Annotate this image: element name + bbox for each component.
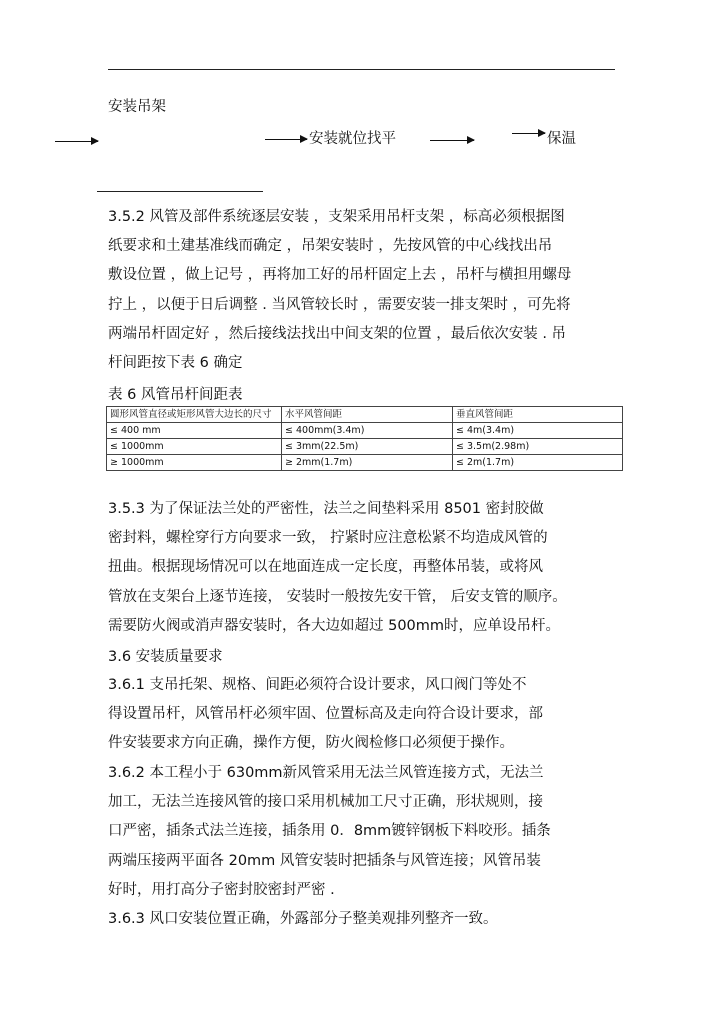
text-line: 拧上 ，以便于日后调整 . 当风管较长时 ，需要安装一排支架时 ，可先将: [108, 296, 571, 313]
table-cell: ≤ 400mm(3.4m): [282, 423, 453, 439]
text-line: 3.5.3 为了保证法兰处的严密性，法兰之间垫料采用 8501 密封胶做: [108, 501, 544, 517]
table-cell: ≤ 2m(1.7m): [453, 455, 623, 471]
text-line: 3.5.2 风管及部件系统逐层安装 ，支架采用吊杆支架 ，标高必须根据图: [108, 209, 565, 225]
text-line: 3.6.2 本工程小于 630mm新风管采用无法兰风管连接方式，无法兰: [108, 765, 544, 781]
flow-arrow-2: [265, 139, 307, 140]
top-rule: [108, 69, 615, 70]
table-cell: ≤ 1000mm: [107, 439, 282, 455]
table-cell: ≥ 2mm(1.7m): [282, 455, 453, 471]
text-line: 3.6.3 风口安装位置正确，外露部分子整美观排列整齐一致。: [108, 911, 498, 927]
text-line: 加工，无法兰连接风管的接口采用机械加工尺寸正确，形状规则，接: [108, 794, 543, 811]
text-line: 件安装要求方向正确，操作方便，防火阀检修口必须便于操作。: [108, 735, 514, 752]
flow-step-leveling: 安装就位找平: [309, 131, 396, 147]
text-line: 纸要求和土建基准线而确定 ，吊架安装时 ，先按风管的中心线找出吊: [108, 238, 553, 255]
table-row: [107, 455, 623, 471]
table-cell: ≥ 1000mm: [107, 455, 282, 471]
table-cell: ≤ 400 mm: [107, 423, 282, 439]
table-header-cell: 水平风管间距: [282, 407, 453, 423]
table-caption: 表 6 风管吊杆间距表: [108, 387, 243, 403]
text-line: 敷设位置 ，做上记号 ，再将加工好的吊杆固定上去 ，吊杆与横担用螺母: [108, 267, 572, 284]
table-cell: ≤ 3mm(22.5m): [282, 439, 453, 455]
table-header-cell: 圆形风管直径或矩形风管大边长的尺寸: [107, 407, 282, 423]
hanger-install-label: 安装吊架: [108, 99, 166, 115]
text-line: 管放在支架台上逐节连接， 安装时一般按先安干管， 后安支管的顺序。: [108, 588, 567, 605]
hanger-spacing-table: [106, 406, 623, 471]
section-rule: [97, 191, 263, 192]
text-line: 3.6.1 支吊托架、规格、间距必须符合设计要求，风口阀门等处不: [108, 677, 527, 693]
paragraph-3-5-3: [108, 495, 618, 641]
text-line: 杆间距按下表 6 确定: [108, 355, 243, 372]
table-cell: ≤ 4m(3.4m): [453, 423, 623, 439]
table-cell: ≤ 3.5m(2.98m): [453, 439, 623, 455]
table-header-row: [107, 407, 623, 423]
text-line: 好时，用打高分子密封胶密封严密 .: [108, 881, 335, 898]
text-line: 需要防火阀或消声器安装时，各大边如超过 500mm时，应单设吊杆。: [108, 617, 561, 634]
text-line: 得设置吊杆，风管吊杆必须牢固、位置标高及走向符合设计要求，部: [108, 706, 543, 723]
paragraph-3-6-1: [108, 671, 618, 759]
paragraph-3-6-3: [108, 905, 618, 934]
flow-arrow-4: [512, 133, 545, 134]
table-row: [107, 439, 623, 455]
table-row: [107, 423, 623, 439]
text-line: 密封料，螺栓穿行方向要求一致， 拧紧时应注意松紧不均造成风管的: [108, 530, 548, 547]
text-line: 扭曲。根据现场情况可以在地面连成一定长度，再整体吊装，或将风: [108, 559, 543, 576]
flow-arrow-3: [430, 140, 474, 141]
text-line: 两端压接两平面各 20mm 风管安装时把插条与风管连接；风管吊装: [108, 852, 541, 869]
paragraph-3-6-2: [108, 759, 618, 905]
flow-arrow-1: [55, 141, 98, 142]
text-line: 两端吊杆固定好 ，然后接线法找出中间支架的位置 ，最后依次安装 . 吊: [108, 325, 567, 342]
flow-step-insulation: 保温: [547, 131, 576, 147]
paragraph-3-5-2: [108, 203, 618, 378]
text-line: 口严密，插条式法兰连接，插条用 0．8mm镀锌钢板下料咬形。插条: [108, 823, 551, 840]
section-heading-3-6: 3.6 安装质量要求: [108, 649, 223, 665]
table-header-cell: 垂直风管间距: [453, 407, 623, 423]
